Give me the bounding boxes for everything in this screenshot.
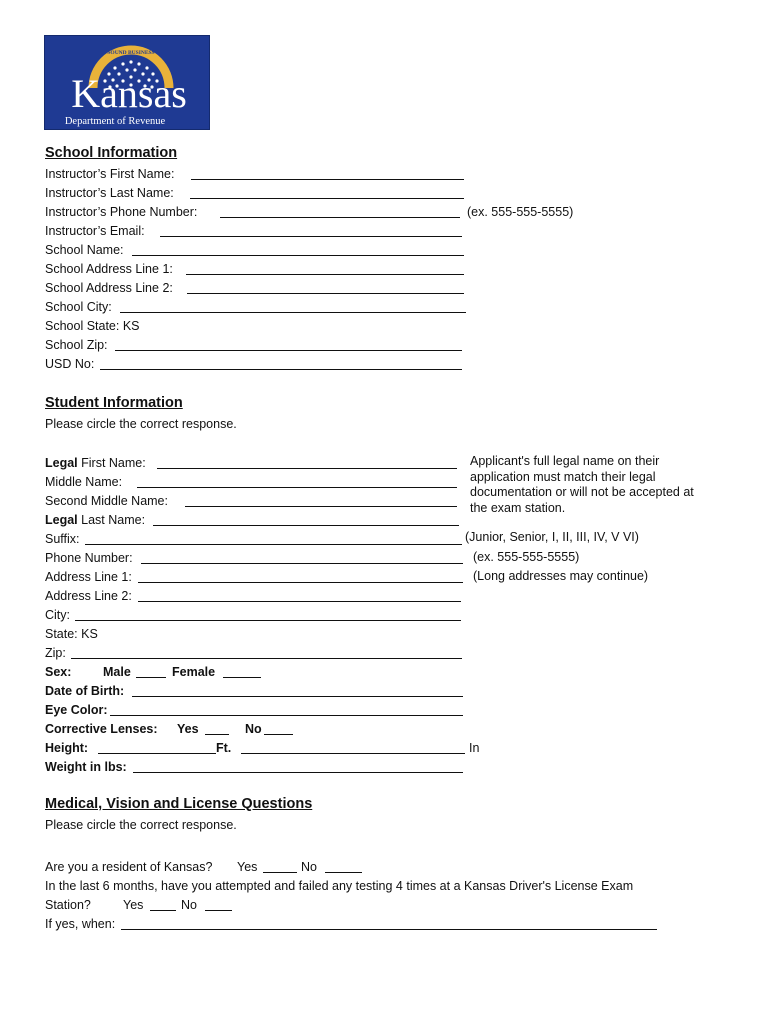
usd-no-field[interactable] [45,355,465,374]
student-second-middle-label: Second Middle Name: [45,494,168,508]
legal-name-note: Applicant's full legal name on their application must match their legal documentation or will not be accepted at the exam station. [470,454,694,515]
student-last-name-field[interactable] [45,511,460,530]
instructor-last-name-input-line[interactable] [190,198,464,199]
school-state-label: School State: KS [45,319,140,333]
instructor-email-field[interactable] [45,222,465,241]
student-suffix-label: Suffix: [45,532,80,546]
school-name-input-line[interactable] [132,255,464,256]
lenses-no-input-line[interactable] [264,734,293,735]
student-circle-note: Please circle the correct response. [45,417,237,431]
school-name-field[interactable] [45,241,465,260]
failed-yes-label: Yes [123,898,144,912]
usd-no-label: USD No: [45,357,95,371]
height-ft-input-line[interactable] [98,753,216,754]
eye-color-input-line[interactable] [110,715,463,716]
student-phone-field[interactable] [45,549,465,568]
student-eye-field[interactable] [45,701,465,720]
resident-no-input-line[interactable] [325,872,362,873]
instructor-first-name-field[interactable] [45,165,465,184]
school-state-field [45,317,465,336]
school-city-field[interactable] [45,298,467,317]
instructor-phone-field[interactable] [45,203,465,222]
school-city-input-line[interactable] [120,312,466,313]
instructor-phone-input-line[interactable] [220,217,460,218]
student-first-name-label [45,454,146,473]
student-phone-hint: (ex. 555-555-5555) [473,550,580,564]
student-middle-name-input-line[interactable] [137,487,457,488]
school-info-heading: School Information [45,145,178,161]
school-address1-input-line[interactable] [186,274,464,275]
student-state-field [45,625,465,644]
student-state-label: State: KS [45,627,98,641]
kansas-dor-logo [44,35,210,130]
student-city-input-line[interactable] [75,620,461,621]
student-zip-label: Zip: [45,646,66,660]
school-address2-field[interactable] [45,279,465,298]
school-zip-input-line[interactable] [115,350,462,351]
school-address2-input-line[interactable] [187,293,464,294]
student-address2-label: Address Line 2: [45,589,132,603]
logo-title: Kansas [71,71,187,116]
legal-word-2: Legal [45,513,78,527]
student-phone-input-line[interactable] [141,563,463,564]
student-phone-label: Phone Number: [45,551,133,565]
failed-station-row [45,896,305,915]
sex-male-input-line[interactable] [136,677,166,678]
student-suffix-input-line[interactable] [85,544,462,545]
medical-heading: Medical, Vision and License Questions [45,796,313,812]
student-city-label: City: [45,608,70,622]
station-text: Station? [45,898,91,912]
student-first-name-input-line[interactable] [157,468,457,469]
student-height-field [45,739,485,758]
instructor-email-label: Instructor’s Email: [45,224,145,238]
logo-subtitle: Department of Revenue [64,116,166,127]
school-city-label: School City: [45,300,112,314]
logo-arc-text: SOUND BUSINESS [107,50,155,56]
address-hint: (Long addresses may continue) [473,569,649,583]
dob-label: Date of Birth: [45,684,125,698]
sex-male-label: Male [103,665,131,679]
lenses-no-label: No [245,722,262,736]
resident-no-label: No [301,860,317,874]
student-first-name-field[interactable] [45,454,460,473]
student-second-middle-field[interactable] [45,492,460,511]
student-weight-field[interactable] [45,758,465,777]
instructor-phone-hint: (ex. 555-555-5555) [467,205,574,219]
student-last-name-input-line[interactable] [153,525,459,526]
school-zip-field[interactable] [45,336,465,355]
failed-yes-input-line[interactable] [150,910,176,911]
student-suffix-field[interactable] [45,530,465,549]
first-name-text: First Name: [77,456,146,470]
resident-question [45,858,375,877]
instructor-first-name-input-line[interactable] [191,179,464,180]
student-last-name-label [45,511,145,530]
lenses-label: Corrective Lenses: [45,722,158,736]
height-ft-label: Ft. [216,741,232,755]
lenses-yes-input-line[interactable] [205,734,229,735]
failed-question [45,877,725,896]
student-address1-input-line[interactable] [138,582,463,583]
height-label: Height: [45,741,89,755]
medical-circle-note: Please circle the correct response. [45,818,237,832]
sex-female-label: Female [172,665,216,679]
instructor-first-name-label: Instructor’s First Name: [45,167,175,181]
student-city-field[interactable] [45,606,465,625]
sex-female-input-line[interactable] [223,677,261,678]
student-sex-field [45,663,305,682]
student-address2-input-line[interactable] [138,601,461,602]
failed-no-input-line[interactable] [205,910,232,911]
school-name-label: School Name: [45,243,124,257]
height-in-input-line[interactable] [241,753,465,754]
height-in-label: In [469,741,480,755]
resident-question-text: Are you a resident of Kansas? [45,860,213,874]
student-address1-field[interactable] [45,568,465,587]
student-middle-name-label: Middle Name: [45,475,123,489]
student-address1-label: Address Line 1: [45,570,132,584]
student-zip-input-line[interactable] [71,658,462,659]
student-lenses-field [45,720,305,739]
weight-label: Weight in lbs: [45,760,127,774]
eye-color-label: Eye Color: [45,703,108,717]
failed-question-text: In the last 6 months, have you attempted and failed any testing 4 times at a Kansas Driver's License Exam [45,879,634,893]
suffix-hint: (Junior, Senior, I, II, III, IV, V VI) [465,530,639,544]
student-dob-field[interactable] [45,682,465,701]
school-address1-field[interactable] [45,260,465,279]
student-second-middle-input-line[interactable] [185,506,457,507]
resident-yes-input-line[interactable] [263,872,297,873]
if-yes-when-input-line[interactable] [121,929,657,930]
resident-yes-label: Yes [237,860,258,874]
school-address1-label: School Address Line 1: [45,262,173,276]
last-name-text: Last Name: [77,513,146,527]
school-address2-label: School Address Line 2: [45,281,173,295]
if-yes-when-label: If yes, when: [45,917,116,931]
instructor-phone-label: Instructor’s Phone Number: [45,205,198,219]
instructor-email-input-line[interactable] [160,236,462,237]
weight-input-line[interactable] [133,772,463,773]
instructor-last-name-label: Instructor’s Last Name: [45,186,174,200]
instructor-last-name-field[interactable] [45,184,465,203]
student-middle-name-field[interactable] [45,473,460,492]
logo-graphic [45,36,209,129]
student-address2-field[interactable] [45,587,465,606]
student-info-heading: Student Information [45,395,183,411]
student-zip-field[interactable] [45,644,465,663]
failed-no-label: No [181,898,197,912]
lenses-yes-label: Yes [177,722,199,736]
if-yes-when-field[interactable] [45,915,665,934]
sex-label: Sex: [45,665,72,679]
dob-input-line[interactable] [132,696,463,697]
legal-word: Legal [45,456,78,470]
usd-no-input-line[interactable] [100,369,462,370]
school-zip-label: School Zip: [45,338,108,352]
